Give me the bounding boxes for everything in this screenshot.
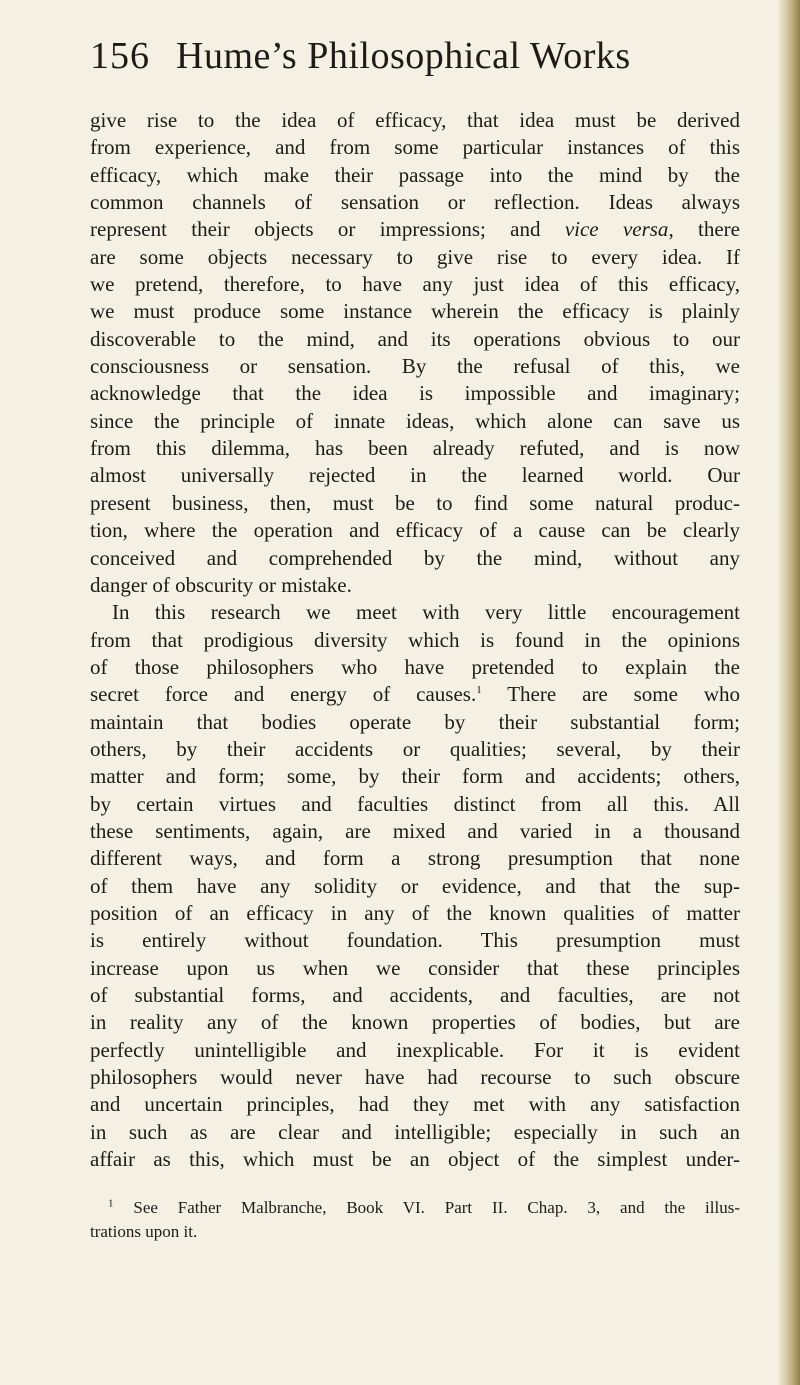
text-line: in reality any of the known properties of bodies, but are [90, 1010, 740, 1035]
text-fragment: There are some who [481, 682, 740, 707]
text-line: perfectly unintelligible and inexplicable. For it is evident [90, 1037, 740, 1062]
text-line: almost universally rejected in the learned world. Our [90, 463, 740, 488]
text-line: of them have any solidity or evidence, and that the sup- [90, 873, 740, 898]
text-line [90, 681, 740, 708]
text-line: tion, where the operation and efficacy of a cause can be clearly [90, 518, 740, 543]
text-line: give rise to the idea of efficacy, that idea must be derived [90, 108, 740, 132]
text-line: of substantial forms, and accidents, and faculties, are not [90, 983, 740, 1007]
text-line: affair as this, which must be an object of the simplest under- [90, 1147, 740, 1172]
text-line: we pretend, therefore, to have any just idea of this efficacy, [90, 272, 740, 297]
page-header [90, 34, 750, 94]
italic-phrase: vice versa [564, 217, 669, 242]
footnote-line [90, 1196, 740, 1220]
text-line: from experience, and from some particular instances of this [90, 135, 740, 160]
footnote-text: See Father Malbranche, Book VI. Part II. Chap. 3, and the illus- [133, 1198, 740, 1217]
text-line: common channels of sensation or reflection. Ideas always [90, 190, 740, 215]
text-line: from this dilemma, has been already refuted, and is now [90, 436, 740, 461]
text-line: in such as are clear and intelligible; especially in such an [90, 1119, 740, 1144]
footnote-marker: 1 [108, 1197, 114, 1210]
body-text [90, 107, 740, 1173]
text-line: matter and form; some, by their form and accidents; others, [90, 764, 740, 789]
text-line: maintain that bodies operate by their substantial form; [90, 709, 740, 734]
text-line: from that prodigious diversity which is found in the opinions [90, 627, 740, 652]
text-line: position of an efficacy in any of the known qualities of matter [90, 900, 740, 925]
text-line [90, 216, 740, 243]
text-line: danger of obscurity or mistake. [90, 572, 352, 597]
footnote [90, 1196, 740, 1244]
text-line: of those philosophers who have pretended to explain the [90, 654, 740, 679]
text-line: consciousness or sensation. By the refusal of this, we [90, 354, 740, 379]
text-line: others, by their accidents or qualities; several, by their [90, 736, 740, 761]
text-line: are some objects necessary to give rise to every idea. If [90, 244, 740, 269]
paragraph-start-line: In this research we meet with very little encouragement [112, 600, 740, 625]
text-line: increase upon us when we consider that these principles [90, 955, 740, 980]
text-line: since the principle of innate ideas, which alone can save us [90, 408, 740, 433]
text-line: philosophers would never have had recourse to such obscure [90, 1065, 740, 1090]
page-number: 156 [90, 35, 150, 77]
text-line: is entirely without foundation. This presumption must [90, 928, 740, 953]
text-line: and uncertain principles, had they met with any satisfaction [90, 1092, 740, 1117]
page-edge-shadow [778, 0, 800, 1385]
text-line: different ways, and form a strong presumption that none [90, 846, 740, 871]
text-line: efficacy, which make their passage into the mind by the [90, 162, 740, 187]
text-line: we must produce some instance wherein the efficacy is plainly [90, 299, 740, 324]
text-line: present business, then, must be to find some natural produc- [90, 490, 740, 515]
text-line: by certain virtues and faculties distinct from all this. All [90, 791, 740, 816]
running-title: Hume’s Philosophical Works [176, 35, 631, 77]
footnote-line: trations upon it. [90, 1222, 198, 1241]
footnote-reference: 1 [476, 684, 482, 697]
text-fragment: represent their objects or impressions; and [90, 217, 565, 242]
text-line: acknowledge that the idea is impossible and imaginary; [90, 381, 740, 406]
text-line: conceived and comprehended by the mind, without any [90, 545, 740, 570]
text-line: discoverable to the mind, and its operations obvious to our [90, 326, 740, 351]
text-fragment: secret force and energy of causes. [90, 682, 477, 707]
text-line: these sentiments, again, are mixed and varied in a thousand [90, 818, 740, 843]
text-fragment: , there [668, 217, 740, 242]
